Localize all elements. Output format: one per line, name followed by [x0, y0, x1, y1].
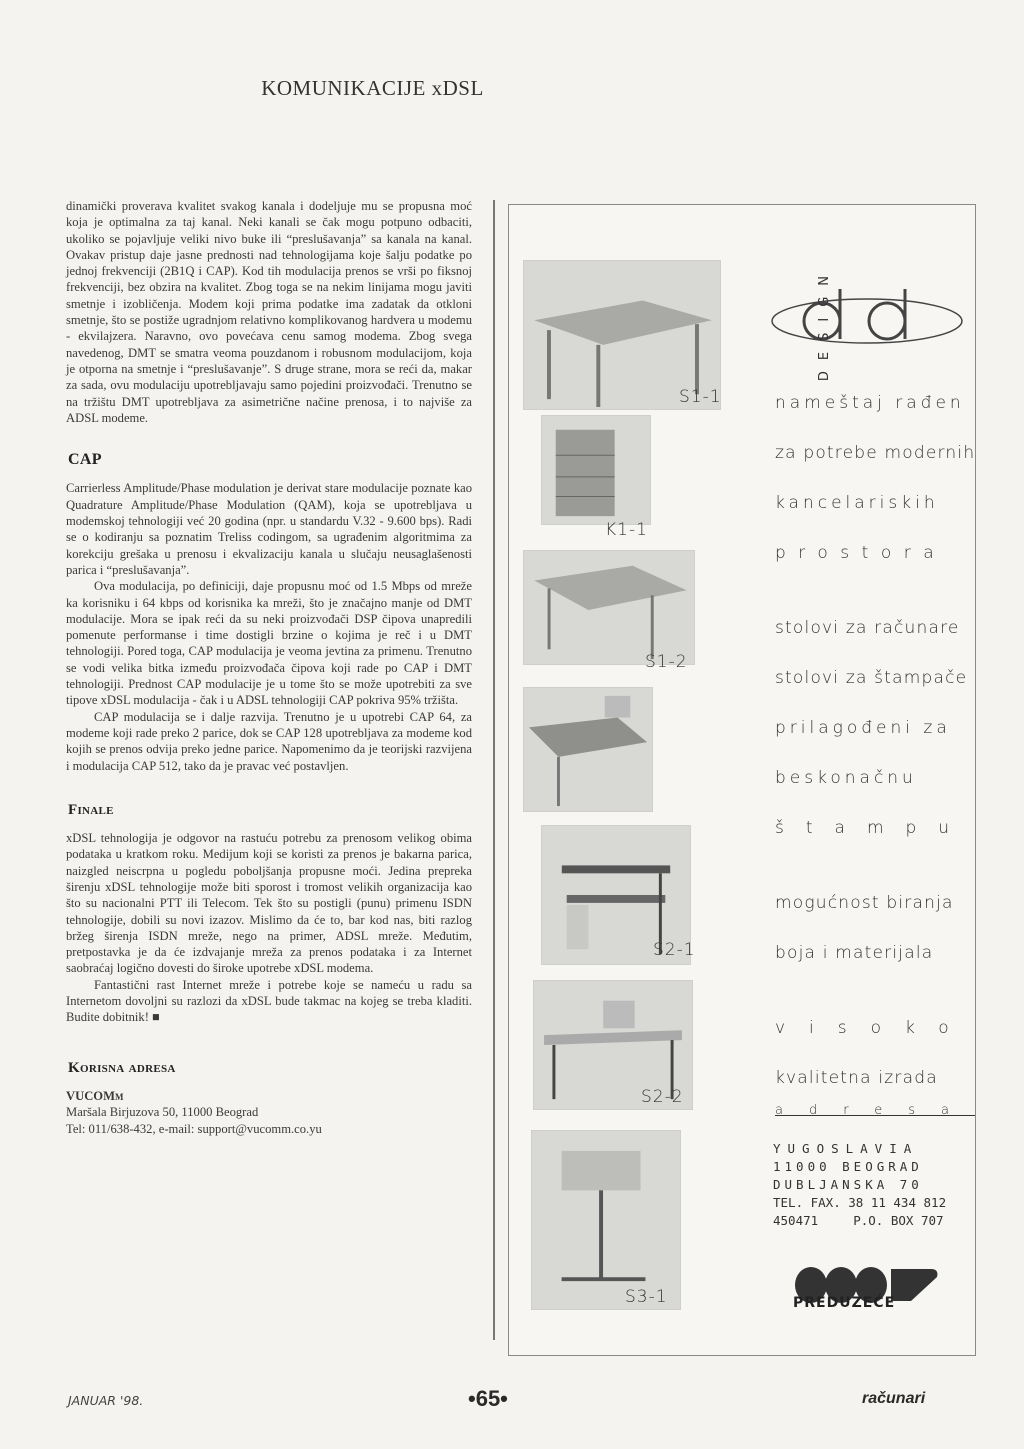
- label-s2-1: S2-1: [653, 940, 696, 960]
- photo-desk-s1-2: [523, 550, 695, 665]
- ad-address-box: P.O. BOX 707: [853, 1213, 944, 1228]
- section-title-address: Korisna adresa: [68, 1059, 176, 1076]
- ad-address-city: 11000 BEOGRAD: [773, 1159, 923, 1174]
- ad-address-tel: TEL. FAX. 38 11 434 812: [773, 1195, 947, 1210]
- photo-cabinet-k1-1: [541, 415, 651, 525]
- label-s3-1: S3-1: [625, 1287, 668, 1307]
- photo-printer-stand-s3-1: [531, 1130, 681, 1310]
- ad-line: kvalitetna izrada: [775, 1068, 938, 1088]
- label-s2-2: S2-2: [641, 1087, 684, 1107]
- company-name: PREDUZEĆE: [793, 1295, 896, 1311]
- ad-address-street: DUBLJANSKA 70: [773, 1177, 923, 1192]
- ad-line: beskonačnu: [775, 768, 917, 788]
- cap-paragraph-2: Ova modulacija, po definiciji, daje propusnu moć od 1.5 Mbps od mreže ka korisniku i 64 kbps od korisnika ka mreži, što je značajno manje od DMT modulacije. Mora se ipak reći da su neki proizvođači DSP čipova unapredili pomenute performanse i time dostigli brzine o kojima je reč i u DMT tehnologiji. Pored toga, CAP modulacija je veoma jevtina za primenu. Trenutno se vodi velika bitka između proizvođača čipova koji rade po CAP i DMT tehnologiji. Prednost CAP modulacije je u tome što se može upotrebiti za sve tipove xDSL modulacija - čak i u ADSL tehnologiji CAP pokriva 95% tržišta.: [66, 579, 472, 708]
- ad-line: adresa: [775, 1103, 976, 1118]
- ad-address-country: YUGOSLAVIA: [773, 1141, 919, 1156]
- ad-line: stolovi za računare: [775, 618, 960, 638]
- intro-paragraph: dinamički proverava kvalitet svakog kanala i dodeljuje mu se propusna moć koja je optimalna za taj kanal. Neki kanali se čak mogu potpuno odbaciti, ukoliko se pojavljuje veliki nivo buke ili “preslušavanja” sa kanala na kanal. Ovakav pristup daje jasne prednosti nad tehnologijama koje šalju podatke po jednoj frekvenciji (2B1Q i CAP). Kod tih modulacija prenos se vrši po fiksnoj frekvenciji, bez obzira na kvalitet. Zbog toga se na nekim linijama mogu javiti smetnje i izobličenja. Modem koji prima podatke ima zadatak da otkloni smetnje, što se postiže ugradnjom relativno komplikovanog hardvera u modemu - ekvilajzera. Naravno, ovo povećava cenu samog modema. Zbog svega navedenog, DMT se smatra veoma pouzdanom i robusnom modulacijom, koja je otporna na smetnje i “preslušavanje”. S druge strane, mora se reći da, makar za sada, ovu modulaciju upotrebljavaju samo pojedini proizvođači. Trenutno se na tržištu DMT upotrebljava za asimetrične načine prenosa, i to najviše za ADSL modeme.: [66, 199, 472, 425]
- furniture-advertisement: [508, 204, 976, 1356]
- ad-line: prilagođeni za: [775, 718, 951, 738]
- ad-line: boja i materijala: [775, 943, 934, 963]
- ad-address: [773, 1140, 946, 1230]
- label-s1-2: S1-2: [645, 652, 688, 672]
- finale-paragraph-2: Fantastični rast Internet mreže i potrebe koje se nameću u radu sa Internetom dovoljni su razlozi da xDSL bude takmac na kojeg se treba kladiti. Budite dobitnik! ■: [66, 977, 472, 1025]
- label-s1-1: S1-1: [679, 387, 722, 407]
- section-title-finale: Finale: [68, 801, 114, 818]
- footer-issue: JANUAR '98.: [68, 1393, 144, 1408]
- design-logo: [767, 261, 967, 381]
- cap-paragraph-1: Carrierless Amplitude/Phase modulation je derivat stare modulacije poznate kao Quadrature Amplitude/Phase Modulation (QAM), koja se upotrebljava u modemskoj tehnologiji već 20 godina (npr. u standardu V.32 - 9.600 bps). Radi se o kodiranju sa poznatim Treliss codingom, sa ugrađenim algoritmima za korekciju grešaka u prenosu i ekvalizaciju kanala u slučaju neusaglašenosti parica i “preslušavanja”.: [66, 481, 472, 577]
- ad-line: štampu: [775, 818, 972, 838]
- ad-line: visoko: [775, 1018, 973, 1038]
- address-company: VUCOMm: [66, 1088, 124, 1103]
- article-column: [66, 198, 472, 1137]
- ad-line: nameštaj rađen: [775, 393, 965, 413]
- label-k1-1: K1-1: [605, 520, 648, 540]
- finale-paragraph-1: xDSL tehnologija je odgovor na rastuću potrebu za prenosom velikog obima podataka u kratkom roku. Medijum koji se koristi za prenos je bakarna parica, naizgled neiscrpna u pogledu poboljšanja propusne moći. Jedina prepreka širenju xDSL tehnologije može biti sporost i tromost velikih organizacija kao što su nacionalni PTT ili Telecom. Tek što su postigli (punu) primenu ISDN tehnologije, dobili su novi izazov. Mislimo da će to, bar kod nas, biti razlog bržeg širenja ISDN mreže, nego na primer, ADSL mreže. Međutim, pretpostavka je da će izdvajanje mreža za prenos podataka i za Internet saobraćaj logično dovesti do široke upotrebe xDSL modema.: [66, 831, 472, 976]
- ad-line: prostora: [775, 543, 947, 563]
- ad-line: mogućnost biranja: [775, 893, 954, 913]
- photo-desk-s1-3: [523, 687, 653, 812]
- magazine-name: računari: [862, 1390, 926, 1407]
- section-title-cap: CAP: [68, 451, 102, 469]
- ad-line: stolovi za štampače: [775, 668, 968, 688]
- ad-line: za potrebe modernih: [775, 443, 976, 463]
- logo-vertical-text: DESIGN: [817, 265, 832, 382]
- ad-line: kancelariskih: [775, 493, 939, 513]
- address-street: Maršala Birjuzova 50, 11000 Beograd: [66, 1105, 259, 1120]
- page-header: KOMUNIKACIJE xDSL: [261, 76, 484, 100]
- address-contact: Tel: 011/638-432, e-mail: support@vucomm.co.yu: [66, 1121, 322, 1136]
- column-divider: [493, 200, 495, 1340]
- cap-paragraph-3: CAP modulacija se i dalje razvija. Trenutno je u upotrebi CAP 64, za modeme koji rade preko 2 parice, dok se CAP 128 upotrebljava za modeme kod kojih se prenos odvija preko jedne parice. Napomenimo da je teorijski razvijena i modulacija CAP 512, tako da je pravac već postavljen.: [66, 709, 472, 773]
- ad-address-tel2: 450471: [773, 1213, 819, 1228]
- page-number: •65•: [468, 1386, 508, 1411]
